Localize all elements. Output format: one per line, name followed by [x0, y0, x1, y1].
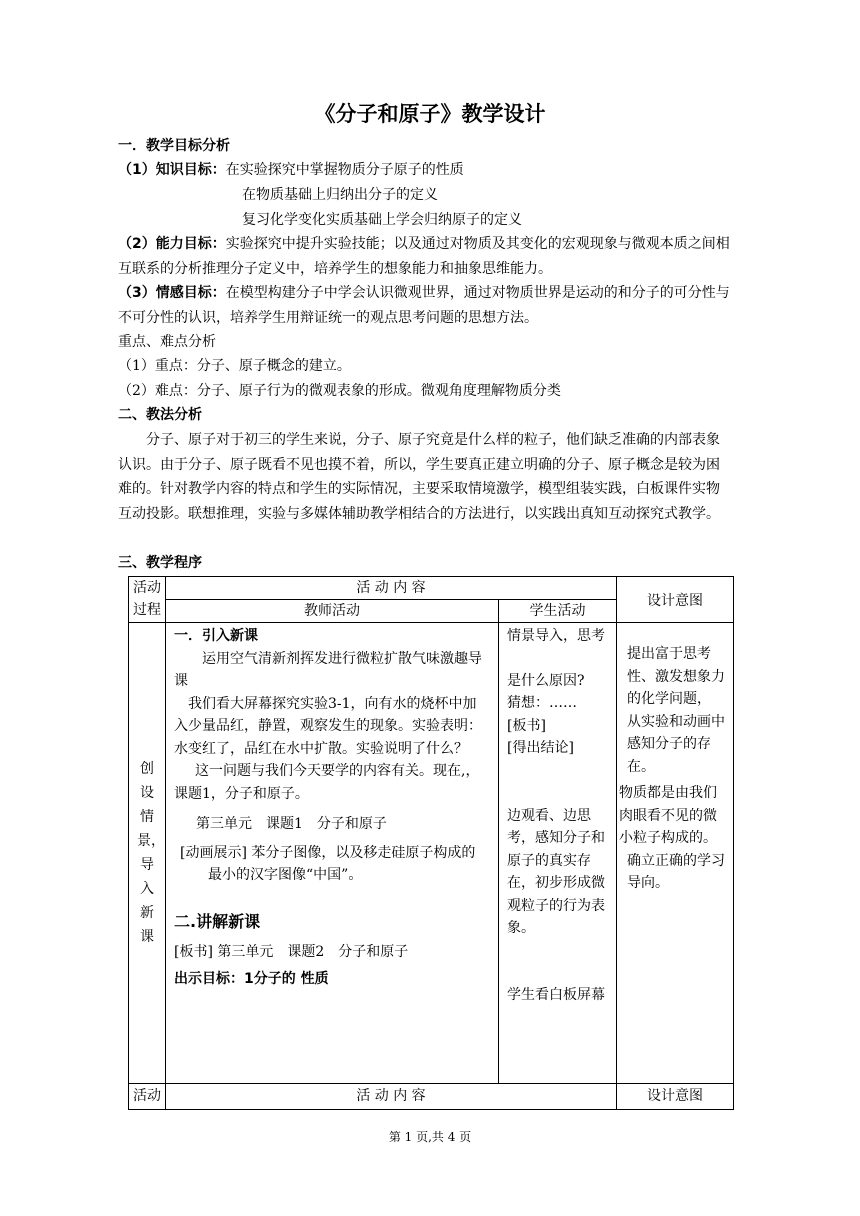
ability-goal-text: 实验探究中提升实验技能；以及通过对物质及其变化的宏观现象与微观本质之间相互联系的分析推理分子定义中，培养学生的想象能力和抽象思维能力。 [118, 236, 730, 277]
student-activity-5: [得出结论] [507, 740, 574, 756]
teacher-new-lesson-heading: 二.讲解新课 [174, 911, 261, 931]
footer-row-design: 设计意图 [617, 1084, 734, 1110]
design-intent-2: 从实验和动画中感知分子的存在。 [627, 713, 726, 775]
page-number: 第 1 页,共 4 页 [388, 1130, 472, 1144]
header-design: 设计意图 [617, 577, 734, 623]
design-intent-cell [617, 623, 734, 1084]
document-title: 《分子和原子》教学设计 [314, 102, 546, 126]
knowledge-goal-label: （1）知识目标： [118, 162, 226, 178]
student-activity-6: 边观看、边思考，感知分子和原子的真实存在，初步形成微观粒子的行为表象。 [507, 807, 605, 936]
knowledge-goal-line-3: 复习化学变化实质基础上学会归纳原子的定义 [242, 212, 522, 228]
key-point: （1）重点：分子、原子概念的建立。 [118, 358, 351, 374]
header-teacher: 教师活动 [166, 600, 499, 623]
teacher-board-text: [板书] 第三单元 课题2 分子和原子 [174, 944, 409, 960]
emotion-goal-text: 在模型构建分子中学会认识微观世界，通过对物质世界是运动的和分子的可分性与不可分性的认识，培养学生用辩证统一的观点思考问题的思想方法。 [118, 285, 730, 326]
process-text: 创设情景，导入新课 [137, 761, 165, 945]
design-intent-1: 提出富于思考性、激发想象力的化学问题， [627, 646, 726, 707]
teacher-unit-title-1: 第三单元 课题1 分子和原子 [196, 816, 387, 832]
footer-row-process: 活动 [129, 1084, 166, 1110]
section-3-heading: 三、教学程序 [118, 555, 202, 571]
knowledge-goal-line-1: 在实验探究中掌握物质分子原子的性质 [225, 162, 464, 178]
method-analysis-text: 分子、原子对于初三的学生来说，分子、原子究竟是什么样的粒子，他们缺乏准确的内部表象认识。由于分子、原子既看不见也摸不着，所以，学生要真正建立明确的分子、原子概念是较为困难的。针对教学内容的特点和学生的实际情况，主要采取情境激学，模型组装实践，白板课件实物互动投影。联想推理，实验与多媒体辅助教学相结合的方法进行，以实践出真知互动探究式教学。 [118, 432, 720, 522]
process-cell [129, 623, 166, 1084]
header-process: 活动过程 [129, 577, 166, 623]
teacher-intro-text: 运用空气清新剂挥发进行微粒扩散气味激趣导课 [174, 650, 482, 689]
ability-goal [118, 232, 732, 281]
student-activity-cell [499, 623, 617, 1084]
header-student: 学生活动 [499, 600, 617, 623]
emotion-goal-label: （3）情感目标： [118, 285, 226, 301]
teacher-intro-heading: 一．引入新课 [174, 628, 258, 644]
ability-goal-label: （2）能力目标： [118, 236, 226, 252]
student-activity-3: 猜想：…… [507, 695, 577, 711]
teaching-procedure-table [128, 576, 734, 1110]
teacher-transition-text: 这一问题与我们今天要学的内容有关。现在,，课题1，分子和原子。 [174, 763, 480, 802]
teacher-activity-cell [166, 623, 499, 1084]
design-intent-3: 物质都是由我们肉眼看不见的微小粒子构成的。 [619, 785, 718, 846]
teacher-experiment-text: 我们看大屏幕探究实验3-1，向有水的烧杯中加入少量品红，静置，观察发生的现象。实验表明：水变红了，品红在水中扩散。实验说明了什么？ [174, 695, 482, 757]
section-2-heading: 二、教法分析 [118, 407, 202, 423]
design-intent-4: 确立正确的学习导向。 [627, 852, 726, 891]
knowledge-goal-line-2: 在物质基础上归纳出分子的定义 [242, 187, 438, 203]
student-activity-4: [板书] [507, 717, 546, 734]
footer-row-content: 活 动 内 容 [166, 1084, 617, 1110]
emotion-goal [118, 281, 732, 330]
teacher-animation-text: [动画展示] 苯分子图像，以及移走硅原子构成的最小的汉字图像“中国”。 [180, 844, 476, 883]
knowledge-goal [118, 158, 464, 182]
student-activity-7: 学生看白板屏幕 [507, 986, 605, 1003]
teacher-objective-text: 出示目标：1分子的 性质 [174, 970, 329, 987]
student-activity-1: 情景导入，思考 [507, 628, 605, 644]
section-1-heading: 一．教学目标分析 [118, 138, 230, 154]
student-activity-2: 是什么原因? [507, 672, 585, 689]
header-content: 活 动 内 容 [166, 577, 617, 600]
key-points-heading: 重点、难点分析 [118, 334, 216, 350]
difficult-point: （2）难点：分子、原子行为的微观表象的形成。微观角度理解物质分类 [118, 383, 561, 399]
